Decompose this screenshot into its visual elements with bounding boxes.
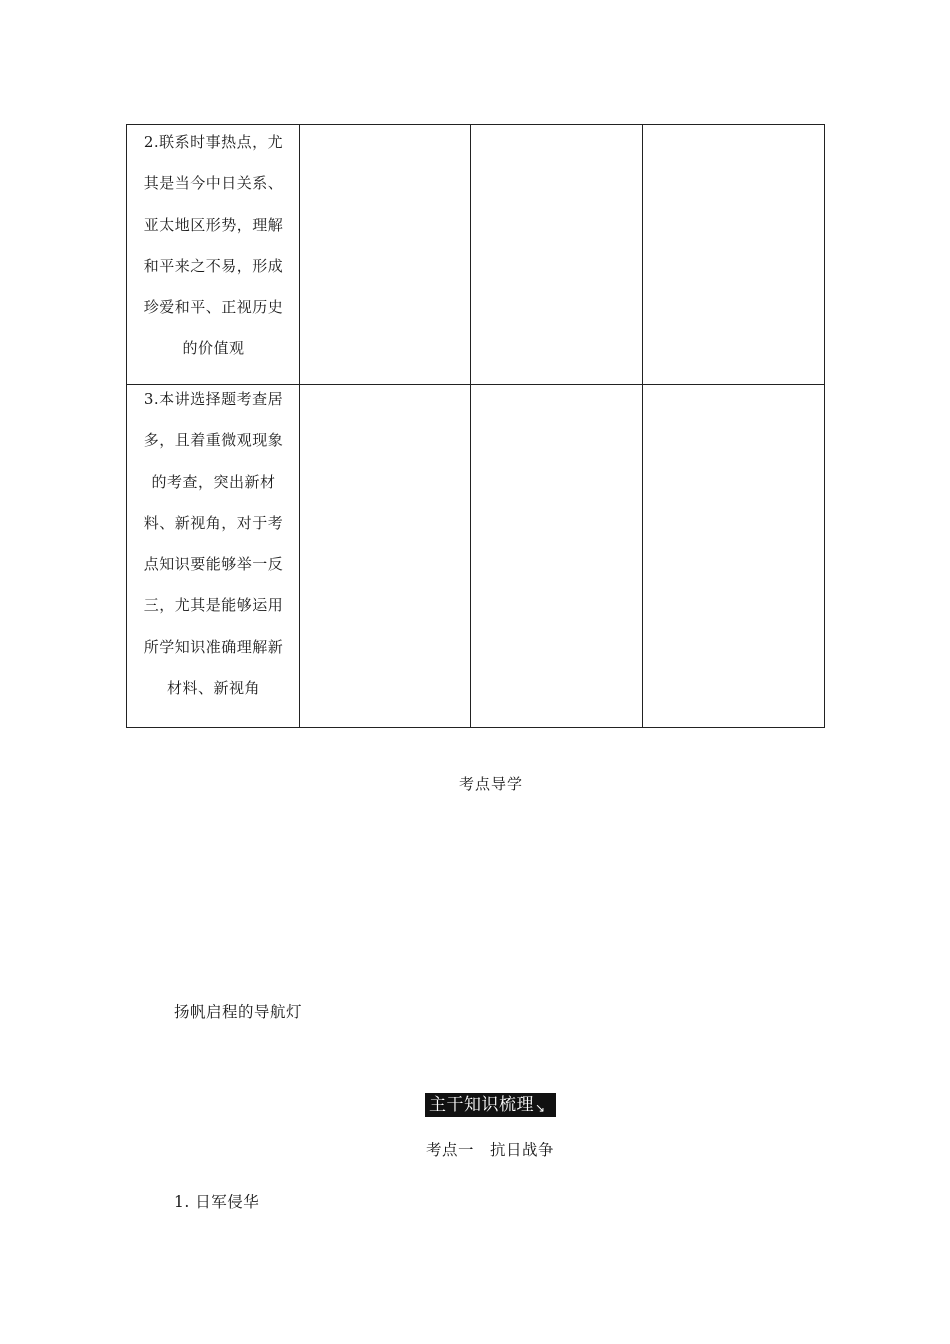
objectives-table	[126, 124, 825, 728]
table-cell-empty	[471, 385, 643, 728]
requirement-text: 3.本讲选择题考查居 多，且着重微观现象 的考查，突出新材 料、新视角，对于考 点知识要能够举一反 三，尤其是能够运用 所学知识准确理解新 材料、新视角	[143, 390, 284, 698]
table-cell-requirement	[127, 125, 300, 385]
subtitle: 扬帆启程的导航灯	[174, 1003, 303, 1021]
banner-label: 主干知识梳理	[429, 1095, 534, 1115]
table-row	[127, 385, 825, 728]
section-heading: 考点导学	[458, 775, 523, 793]
topic-heading: 考点一 抗日战争	[426, 1141, 555, 1159]
requirement-text: 2.联系时事热点，尤 其是当今中日关系、 亚太地区形势，理解 和平来之不易，形成 珍爱和平、正视历史 的价值观	[143, 133, 284, 358]
table-row	[127, 125, 825, 385]
arrow-down-right-icon: ↘	[535, 1101, 546, 1115]
table-cell-empty	[471, 125, 643, 385]
section-banner	[425, 1093, 556, 1117]
table-cell-empty	[643, 125, 825, 385]
item-heading: 1. 日军侵华	[174, 1193, 260, 1211]
table-cell-requirement	[127, 385, 300, 728]
table-cell-empty	[300, 385, 471, 728]
table-cell-empty	[643, 385, 825, 728]
table-cell-empty	[300, 125, 471, 385]
